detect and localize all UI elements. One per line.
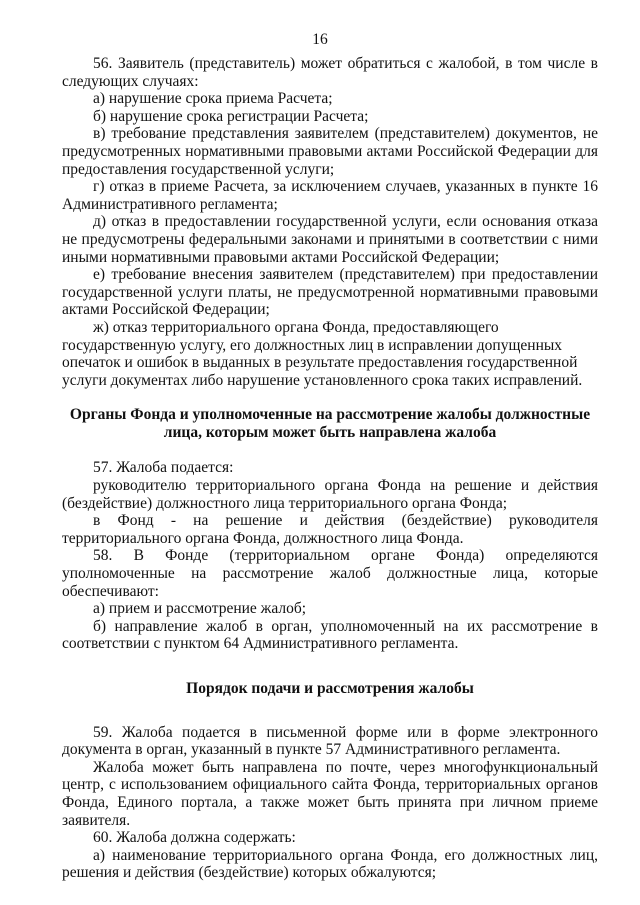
list-item-56v: в) требование представления заявителем (представителем) документов, не предусмотренных нормативными правовыми актами Российской Федерации для предоставления государственной услуги; (62, 125, 598, 178)
document-body (62, 55, 598, 882)
list-item-56a: а) нарушение срока приема Расчета; (93, 90, 333, 108)
list-item-56b: б) нарушение срока регистрации Расчета; (93, 107, 369, 125)
list-item-56e: е) требование внесения заявителем (представителем) при предоставлении государственной услуги платы, не предусмотренной нормативными правовыми актами Российской Федерации; (62, 266, 598, 319)
section-heading-complaint-procedure: Порядок подачи и рассмотрения жалобы (186, 680, 474, 697)
list-item-56g: г) отказ в приеме Расчета, за исключением случаев, указанных в пункте 16 Административного регламента; (62, 178, 598, 213)
page-number: 16 (312, 31, 328, 48)
paragraph-57-territorial: руководителю территориального органа Фонда на решение и действия (бездействие) должностного лица территориального органа Фонда; (62, 477, 598, 512)
list-item-58a: а) прием и рассмотрение жалоб; (93, 600, 307, 618)
section-heading-complaint-recipients: Органы Фонда и уполномоченные на рассмотрение жалобы должностные лица, которым может быть направлена жалоба (69, 406, 591, 441)
paragraph-59: 59. Жалоба подается в письменной форме или в форме электронного документа в орган, указанный в пункте 57 Административного регламента. (62, 723, 598, 759)
paragraph-59-channels: Жалоба может быть направлена по почте, через многофункциональный центр, с использованием официального сайта Фонда, территориальных органов Фонда, Единого портала, а также может быть принята при личном приеме заявителя. (62, 758, 598, 829)
list-item-56d: д) отказ в предоставлении государственной услуги, если основания отказа не предусмотрены федеральными законами и принятыми в соответствии с ними иными нормативными правовыми актами Российской Федерации; (62, 213, 598, 266)
paragraph-56: 56. Заявитель (представитель) может обратиться с жалобой, в том числе в следующих случаях: (62, 55, 598, 90)
paragraph-58: 58. В Фонде (территориальном органе Фонда) определяются уполномоченные на рассмотрение жалоб должностные лица, которые обеспечивают: (62, 547, 598, 600)
paragraph-60: 60. Жалоба должна содержать: (93, 829, 296, 847)
paragraph-57-fund: в Фонд - на решение и действия (бездействие) руководителя территориального органа Фонда, должностного лица Фонда. (62, 512, 598, 547)
list-item-56zh: ж) отказ территориального органа Фонда, предоставляющего государственную услугу, его должностных лиц в исправлении допущенных опечаток и ошибок в выданных в результате предоставления государственной услуги документах либо нарушение установленного срока таких исправлений. (62, 318, 583, 389)
list-item-58b: б) направление жалоб в орган, уполномоченный на их рассмотрение в соответствии с пунктом 64 Административного регламента. (62, 617, 598, 653)
list-item-60a: а) наименование территориального органа Фонда, его должностных лиц, решения и действия (бездействие) которых обжалуются; (62, 846, 598, 882)
paragraph-57: 57. Жалоба подается: (93, 459, 234, 477)
